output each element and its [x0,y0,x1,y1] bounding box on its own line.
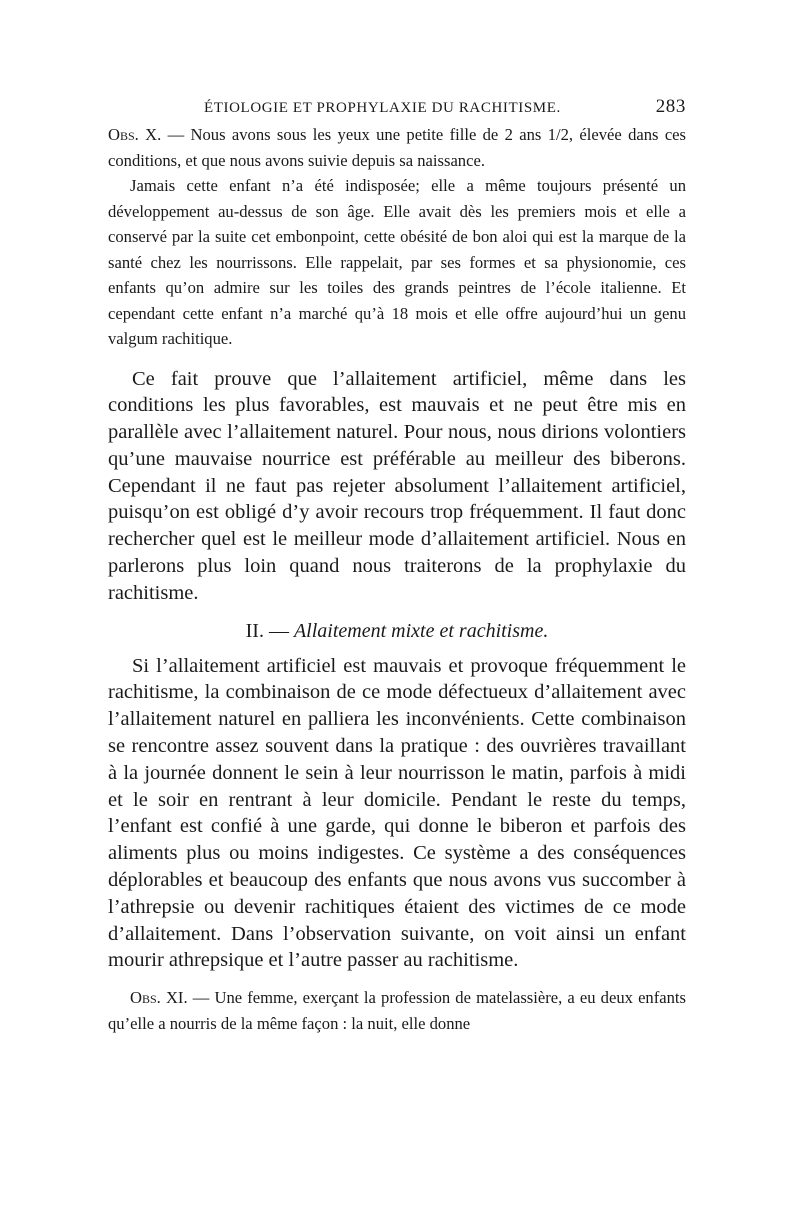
paragraph-mixte: Si l’allaitement artificiel est mauvais et provoque fréquemment le rachitisme, la combinaison de ce mode défectueux d’allaitement avec l’allaitement naturel en palliera les inconvénients. Cette combinaison se rencontre assez souvent dans la pratique : des ouvrières travaillant à la journée donnent le sein à leur nourrisson le matin, parfois à midi et le soir en rentrant à leur domicile. Pendant le reste du temps, l’enfant est confié à une garde, qui donne le biberon et parfois des aliments plus ou moins indigestes. Ce système a des conséquences déplorables et beaucoup des enfants que nous avons vus succomber à l’athrepsie ou devenir rachitiques étaient des victimes de ce mode d’allaitement. Dans l’observation suivante, on voit ainsi un enfant mourir athrepsique et l’autre passer au rachitisme. [108,654,686,972]
running-header [108,96,686,122]
paragraph-fact: Ce fait prouve que l’allaitement artificiel, même dans les conditions les plus favorables, est mauvais et ne peut être mis en parallèle avec l’allaitement naturel. Pour nous, nous dirions volontiers qu’une mauvaise nourrice est préférable au meilleur des biberons. Cependant il ne faut pas rejeter absolument l’allaitement artificiel, puisqu’on est obligé d’y avoir recours trop fréquemment. Il faut donc rechercher quel est le meilleur mode d’allaitement artificiel. Nous en parlerons plus loin quand nous traiterons de la prophylaxie du rachitisme. [108,367,686,604]
observation-x-intro-text: — Nous avons sous les yeux une petite fille de 2 ans 1/2, élevée dans ces conditions, et que nous avons suivie depuis sa naissance. [108,125,687,170]
running-title: ÉTIOLOGIE ET PROPHYLAXIE DU RACHITISME. [204,100,561,116]
observation-x-label: Obs. X. [108,125,162,144]
observation-xi-text: — Une femme, exerçant la profession de matelassière, a eu deux enfants qu’elle a nourris de la même façon : la nuit, elle donne [108,988,686,1033]
observation-x-body: Jamais cette enfant n’a été indisposée; elle a même toujours présenté un développement au-dessus de son âge. Elle avait dès les premiers mois et elle a conservé par la suite cet embonpoint, cette obésité de bon aloi qui est la marque de la santé chez les nourrissons. Elle rappelait, par ses formes et sa physionomie, ces enfants qu’on admire sur les toiles des grands peintres de l’école italienne. Et cependant cette enfant n’a marché qu’à 18 mois et elle offre aujourd’hui un genu valgum rachitique. [108,176,686,348]
section-heading [108,618,686,644]
page-number: 283 [655,96,686,117]
observation-xi-label: Obs. XI. [130,988,188,1008]
observation-xi [108,985,686,1036]
section-title: Allaitement mixte et rachitisme. [293,619,549,642]
observation-x-intro [108,122,686,173]
section-number: II. — [245,619,294,642]
book-page [108,96,686,1036]
